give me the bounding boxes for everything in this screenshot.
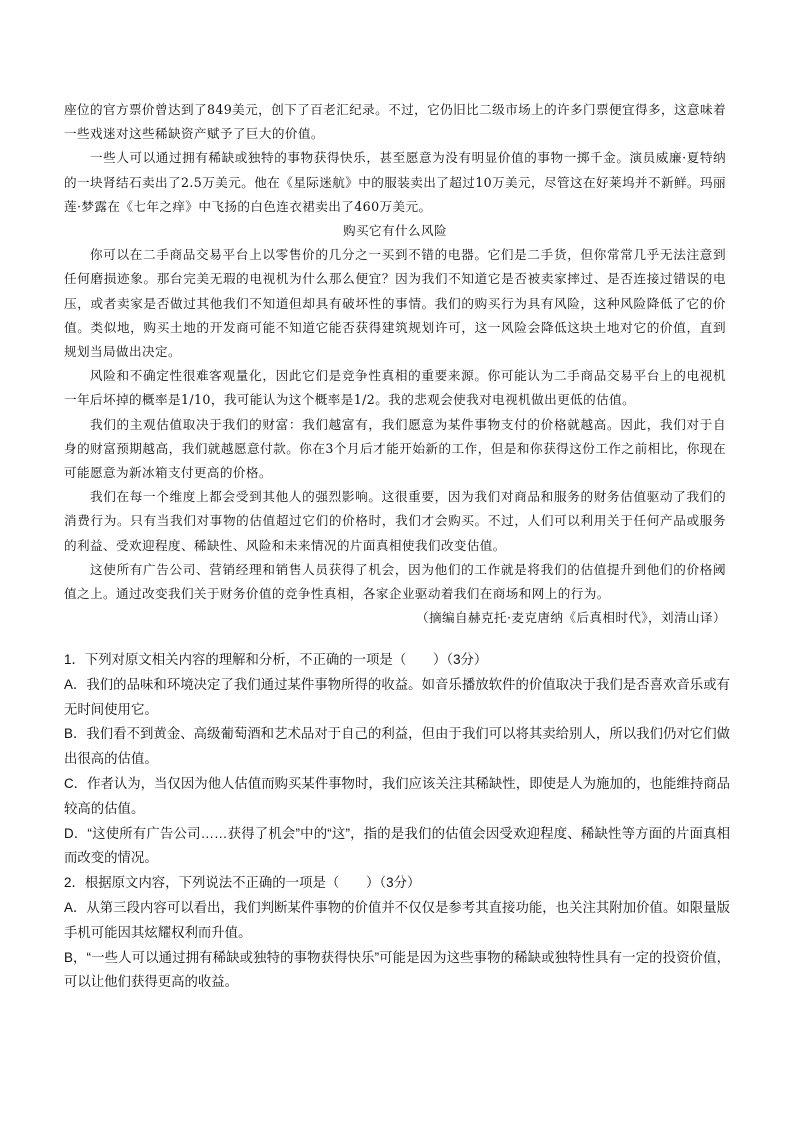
question-1-option-d: D．“这使所有广告公司……获得了机会”中的“这”，指的是我们的估值会因受欢迎程度、稀缺性等方面的片面真相而改变的情况。 [64,825,730,866]
article-paragraph-2: 一些人可以通过拥有稀缺或独特的事物获得快乐，甚至愿意为没有明显价值的事物一掷千金。演员威廉·夏特纳的一块肾结石卖出了2.5万美元。他在《星际迷航》中的服装卖出了超过10万美元，尽管这在好莱坞并不新鲜。玛丽莲·梦露在《七年之痒》中飞扬的白色连衣裙卖出了460万美元。 [64,150,726,214]
section-heading: 购买它有什么风险 [343,223,447,239]
article-paragraph-6: 我们在每一个维度上都会受到其他人的强烈影响。这很重要，因为我们对商品和服务的财务估值驱动了我们的消费行为。只有当我们对事物的估值超过它们的价格时，我们才会购买。不过，人们可以利用关于任何产品或服务的利益、受欢迎程度、稀缺性、风险和未来情况的片面真相使我们改变估值。 [64,489,726,553]
question-1-option-c: C．作者认为，当仅因为他人估值而购买某件事物时，我们应该关注其稀缺性，即使是人为施加的，也能维持商品较高的估值。 [64,775,730,816]
article-paragraph-7: 这使所有广告公司、营销经理和销售人员获得了机会，因为他们的工作就是将我们的估值提升到他们的价格阈值之上。通过改变我们关于财务价值的竞争性真相，各家企业驱动着我们在商场和网上的行为。 [64,561,726,602]
article-paragraph-4: 风险和不确定性很难客观量化，因此它们是竞争性真相的重要来源。你可能认为二手商品交易平台上的电视机一年后坏掉的概率是1/10，我可能认为这个概率是1/2。我的悲观会使我对电视机做出更低的估值。 [64,368,726,408]
question-2-option-a: A．从第三段内容可以看出，我们判断某件事物的价值并不仅仅是参考其直接功能，也关注其附加价值。如限量版手机可能因其炫耀权利而升值。 [64,899,730,940]
question-1-option-a: A．我们的品味和环境决定了我们通过某件事物所得的收益。如音乐播放软件的价值取决于我们是否喜欢音乐或有无时间使用它。 [64,676,730,717]
question-2-option-b: B，“一些人可以通过拥有稀缺或独特的事物获得快乐”可能是因为这些事物的稀缺或独特性具有一定的投资价值，可以让他们获得更高的收益。 [64,949,730,990]
question-section [64,648,730,995]
article-body [64,98,726,630]
question-1-option-b: B．我们看不到黄金、高级葡萄酒和艺术品对于自己的利益，但由于我们可以将其卖给别人，所以我们仍对它们做出很高的估值。 [64,726,730,767]
article-paragraph-3: 你可以在二手商品交易平台上以零售价的几分之一买到不错的电器。它们是二手货，但你常常几乎无法注意到任何磨损迹象。那台完美无瑕的电视机为什么那么便宜？因为我们不知道它是否被卖家摔过、是否连接过错误的电压，或者卖家是否做过其他我们不知道但却具有破坏性的事情。我们的购买行为具有风险，这种风险降低了它的价值。类似地，购买土地的开发商可能不知道它能否获得建筑规划许可，这一风险会降低这块土地对它的价值，直到规划当局做出决定。 [64,247,726,360]
article-paragraph-5: 我们的主观估值取决于我们的财富：我们越富有，我们愿意为某件事物支付的价格就越高。因此，我们对于自身的财富预期越高，我们就越愿意付款。你在3个月后才能开始新的工作，但是和你获得这份工作之前相比，你现在可能愿意为新冰箱支付更高的价格。 [64,416,726,481]
question-2-stem: 2．根据原文内容，下列说法不正确的一项是（ ）（3分） [64,875,421,891]
article-paragraph-1: 座位的官方票价曾达到了849美元，创下了百老汇纪录。不过，它仍旧比二级市场上的许多门票便宜得多，这意味着一些戏迷对这些稀缺资产赋予了巨大的价值。 [64,102,726,142]
question-1-stem: 1．下列对原文相关内容的理解和分析，不正确的一项是（ ）（3分） [64,652,488,667]
article-source-citation: （摘编自赫克托·麦克唐纳《后真相时代》，刘清山译） [416,610,726,626]
